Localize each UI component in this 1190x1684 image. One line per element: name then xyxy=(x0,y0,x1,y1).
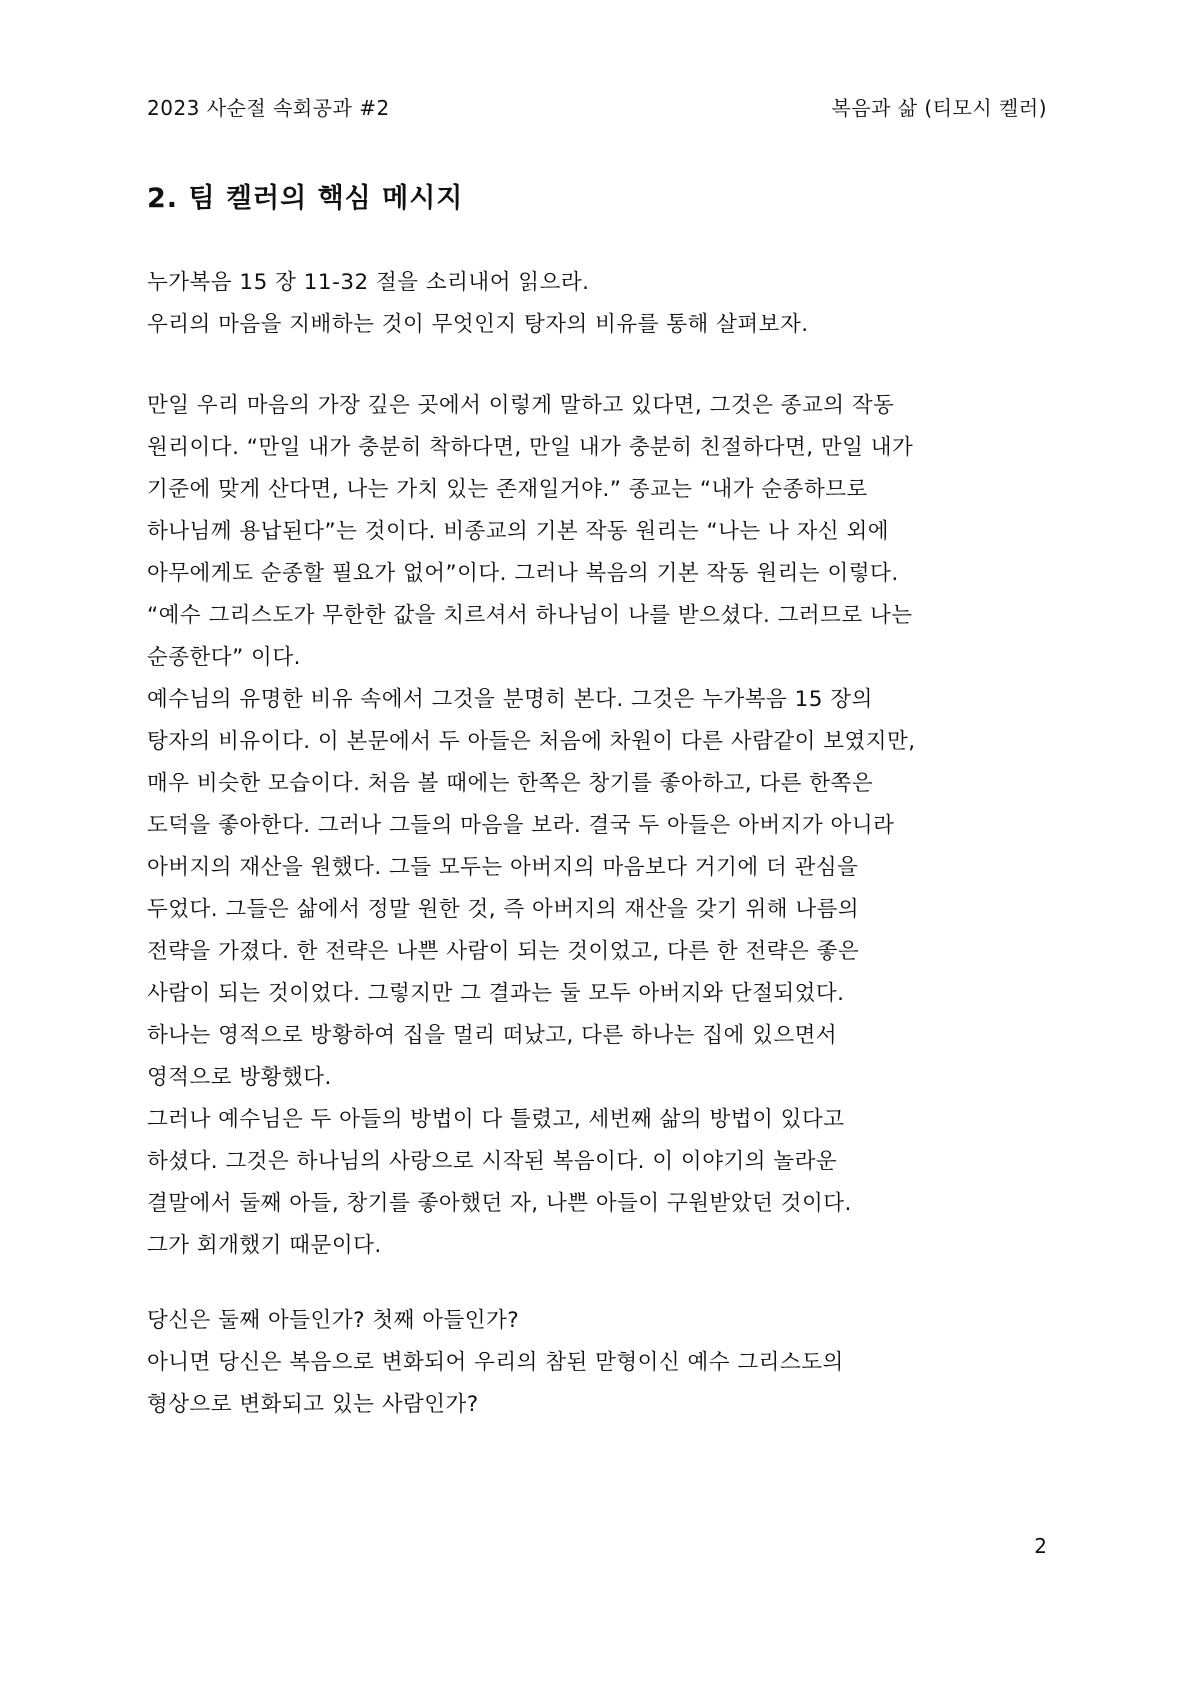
header-right-text: 복음과 삶 (티모시 켈러) xyxy=(831,95,1047,120)
text-line: 형상으로 변화되고 있는 사람인가? xyxy=(147,1392,479,1417)
text-line: 하나는 영적으로 방황하여 집을 멀리 떠났고, 다른 하나는 집에 있으면서 xyxy=(147,1023,838,1048)
text-line: 탕자의 비유이다. 이 본문에서 두 아들은 처음에 차원이 다른 사람같이 보였지만, xyxy=(147,729,916,754)
intro-paragraph xyxy=(147,262,1067,346)
text-line: 하나님께 용납된다”는 것이다. 비종교의 기본 작동 원리는 “나는 나 자신 외에 xyxy=(147,519,890,544)
text-line: 하셨다. 그것은 하나님의 사랑으로 시작된 복음이다. 이 이야기의 놀라운 xyxy=(147,1149,838,1174)
text-line: 우리의 마음을 지배하는 것이 무엇인지 탕자의 비유를 통해 살펴보자. xyxy=(147,312,809,337)
question-paragraph xyxy=(147,1300,1067,1426)
text-line: 전략을 가졌다. 한 전략은 나쁜 사람이 되는 것이었고, 다른 한 전략은 좋은 xyxy=(147,939,860,964)
text-line: 당신은 둘째 아들인가? 첫째 아들인가? xyxy=(147,1308,520,1333)
page-header xyxy=(147,90,1047,122)
text-line: 만일 우리 마음의 가장 깊은 곳에서 이렇게 말하고 있다면, 그것은 종교의 작동 xyxy=(147,393,895,418)
text-line: 사람이 되는 것이었다. 그렇지만 그 결과는 둘 모두 아버지와 단절되었다. xyxy=(147,981,845,1006)
text-line: “예수 그리스도가 무한한 값을 치르셔서 하나님이 나를 받으셨다. 그러므로 나는 xyxy=(147,603,913,628)
section-title: 2. 팀 켈러의 핵심 메시지 xyxy=(147,183,464,214)
text-line: 예수님의 유명한 비유 속에서 그것을 분명히 본다. 그것은 누가복음 15 장의 xyxy=(147,687,873,712)
text-line: 원리이다. “만일 내가 충분히 착하다면, 만일 내가 충분히 친절하다면, 만일 내가 xyxy=(147,435,914,460)
text-line: 영적으로 방황했다. xyxy=(147,1065,332,1090)
text-line: 기준에 맞게 산다면, 나는 가치 있는 존재일거야.” 종교는 “내가 순종하므로 xyxy=(147,477,868,502)
text-line: 도덕을 좋아한다. 그러나 그들의 마음을 보라. 결국 두 아들은 아버지가 아니라 xyxy=(147,813,895,838)
text-line: 그러나 예수님은 두 아들의 방법이 다 틀렸고, 세번째 삶의 방법이 있다고 xyxy=(147,1107,845,1132)
page-number: 2 xyxy=(1034,1534,1047,1558)
text-line: 아무에게도 순종할 필요가 없어”이다. 그러나 복음의 기본 작동 원리는 이렇다. xyxy=(147,561,899,586)
text-line: 그가 회개했기 때문이다. xyxy=(147,1233,382,1258)
text-line: 순종한다” 이다. xyxy=(147,645,301,670)
text-line: 결말에서 둘째 아들, 창기를 좋아했던 자, 나쁜 아들이 구원받았던 것이다. xyxy=(147,1191,852,1216)
text-line: 누가복음 15 장 11-32 절을 소리내어 읽으라. xyxy=(147,270,590,295)
main-paragraph xyxy=(147,385,1067,1267)
text-line: 두었다. 그들은 삶에서 정말 원한 것, 즉 아버지의 재산을 갖기 위해 나름의 xyxy=(147,897,860,922)
header-left-text: 2023 사순절 속회공과 #2 xyxy=(147,95,390,120)
text-line: 아니면 당신은 복음으로 변화되어 우리의 참된 맏형이신 예수 그리스도의 xyxy=(147,1350,844,1375)
text-line: 매우 비슷한 모습이다. 처음 볼 때에는 한쪽은 창기를 좋아하고, 다른 한쪽은 xyxy=(147,771,874,796)
text-line: 아버지의 재산을 원했다. 그들 모두는 아버지의 마음보다 거기에 더 관심을 xyxy=(147,855,859,880)
